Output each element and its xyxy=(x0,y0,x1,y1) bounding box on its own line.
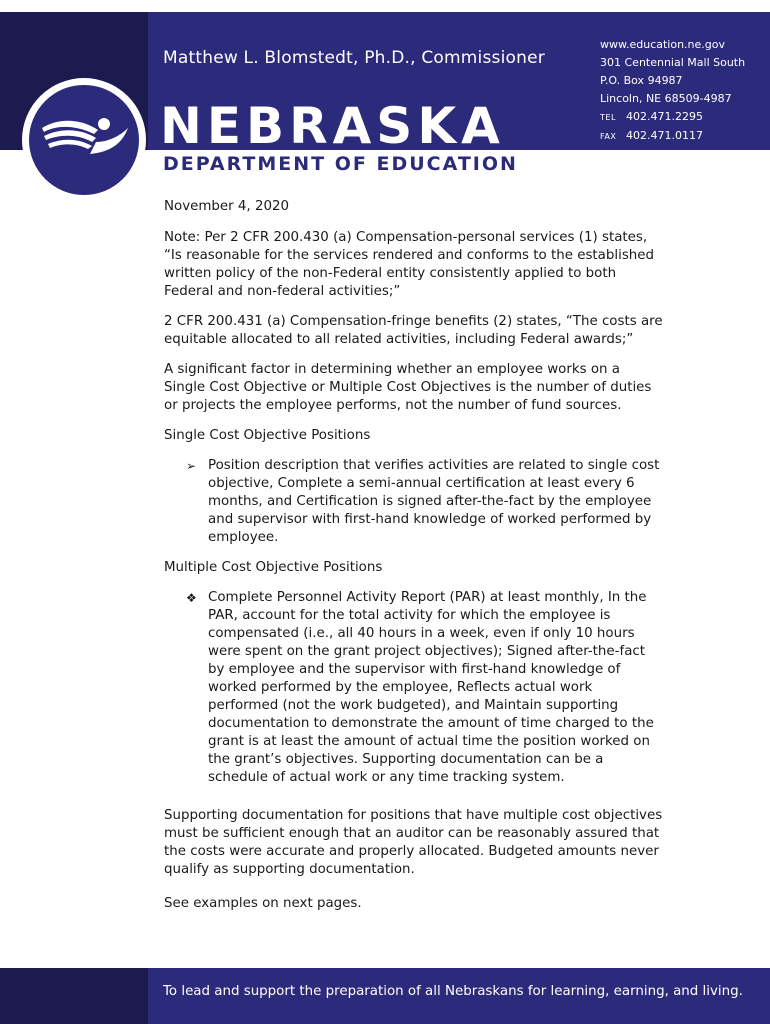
logo-badge xyxy=(22,78,146,202)
arrow-bullet-icon: ➢ xyxy=(186,459,197,473)
mission-statement: To lead and support the preparation of all Nebraskans for learning, earning, and living. xyxy=(163,984,743,999)
letter-body xyxy=(164,198,664,925)
tel-number: 402.471.2295 xyxy=(626,110,703,123)
single-cost-bullet xyxy=(186,457,664,547)
letter-date: November 4, 2020 xyxy=(164,199,290,214)
org-name-heading: NEBRASKA xyxy=(160,97,505,155)
single-cost-heading: Single Cost Objective Positions xyxy=(164,428,371,443)
supporting-paragraph: Supporting documentation for positions that have multiple cost objectives must be sufficient enough that an auditor can be reasonably assured that the costs were accurate and properly allocated. Budgeted amounts never qualify as supporting documentation. xyxy=(164,808,663,877)
po-box: P.O. Box 94987 xyxy=(600,74,683,87)
city-state-zip: Lincoln, NE 68509-4987 xyxy=(600,92,732,105)
fax-number: 402.471.0117 xyxy=(626,129,703,142)
nde-logo-icon xyxy=(28,84,140,196)
fax-row xyxy=(600,127,765,146)
see-examples-line: See examples on next pages. xyxy=(164,896,362,911)
commissioner-name: Matthew L. Blomstedt, Ph.D., Commissioner xyxy=(163,48,545,68)
fax-label: FAX xyxy=(600,132,617,141)
note-paragraph: Note: Per 2 CFR 200.430 (a) Compensation-personal services (1) states, “Is reasonable for the services rendered and conforms to the established written policy of the non-Federal entity consistently applied to both Federal and non-federal activities;” xyxy=(164,230,655,299)
footer-band xyxy=(0,968,770,1024)
factor-paragraph: A significant factor in determining whether an employee works on a Single Cost Objective or Multiple Cost Objectives is the number of duties or projects the employee performs, not the number of fund sources. xyxy=(164,362,652,413)
single-cost-text: Position description that verifies activities are related to single cost objective, Complete a semi-annual certification at least every 6 months, and Certification is signed after-the-fact by the employee and supervisor with first-hand knowledge of worked performed by employee. xyxy=(208,458,660,545)
street-address: 301 Centennial Mall South xyxy=(600,56,746,69)
contact-block xyxy=(600,36,765,146)
multiple-cost-bullet xyxy=(186,589,664,787)
telephone-row xyxy=(600,108,765,127)
tel-label: TEL xyxy=(600,113,616,122)
multiple-cost-text: Complete Personnel Activity Report (PAR) at least monthly, In the PAR, account for the total activity for which the employee is compensated (i.e., all 40 hours in a week, even if only 10 hours were spent on the grant project objectives); Signed after-the-fact by employee and the supervisor with first-hand knowledge of worked performed by the employee, Reflects actual work performed (not the work budgeted), and Maintain supporting documentation to demonstrate the amount of time charged to the grant is at least the amount of actual time the position worked on the grant’s objectives. Supporting documentation can be a schedule of actual work or any time tracking system. xyxy=(208,590,654,785)
diamond-bullet-icon: ❖ xyxy=(186,591,197,605)
fringe-paragraph: 2 CFR 200.431 (a) Compensation-fringe benefits (2) states, “The costs are equitable allocated to all related activities, including Federal awards;” xyxy=(164,314,663,347)
footer-dark-block xyxy=(0,968,148,1024)
website-link[interactable]: www.education.ne.gov xyxy=(600,38,726,51)
department-heading: DEPARTMENT OF EDUCATION xyxy=(163,153,518,175)
multiple-cost-heading: Multiple Cost Objective Positions xyxy=(164,560,383,575)
